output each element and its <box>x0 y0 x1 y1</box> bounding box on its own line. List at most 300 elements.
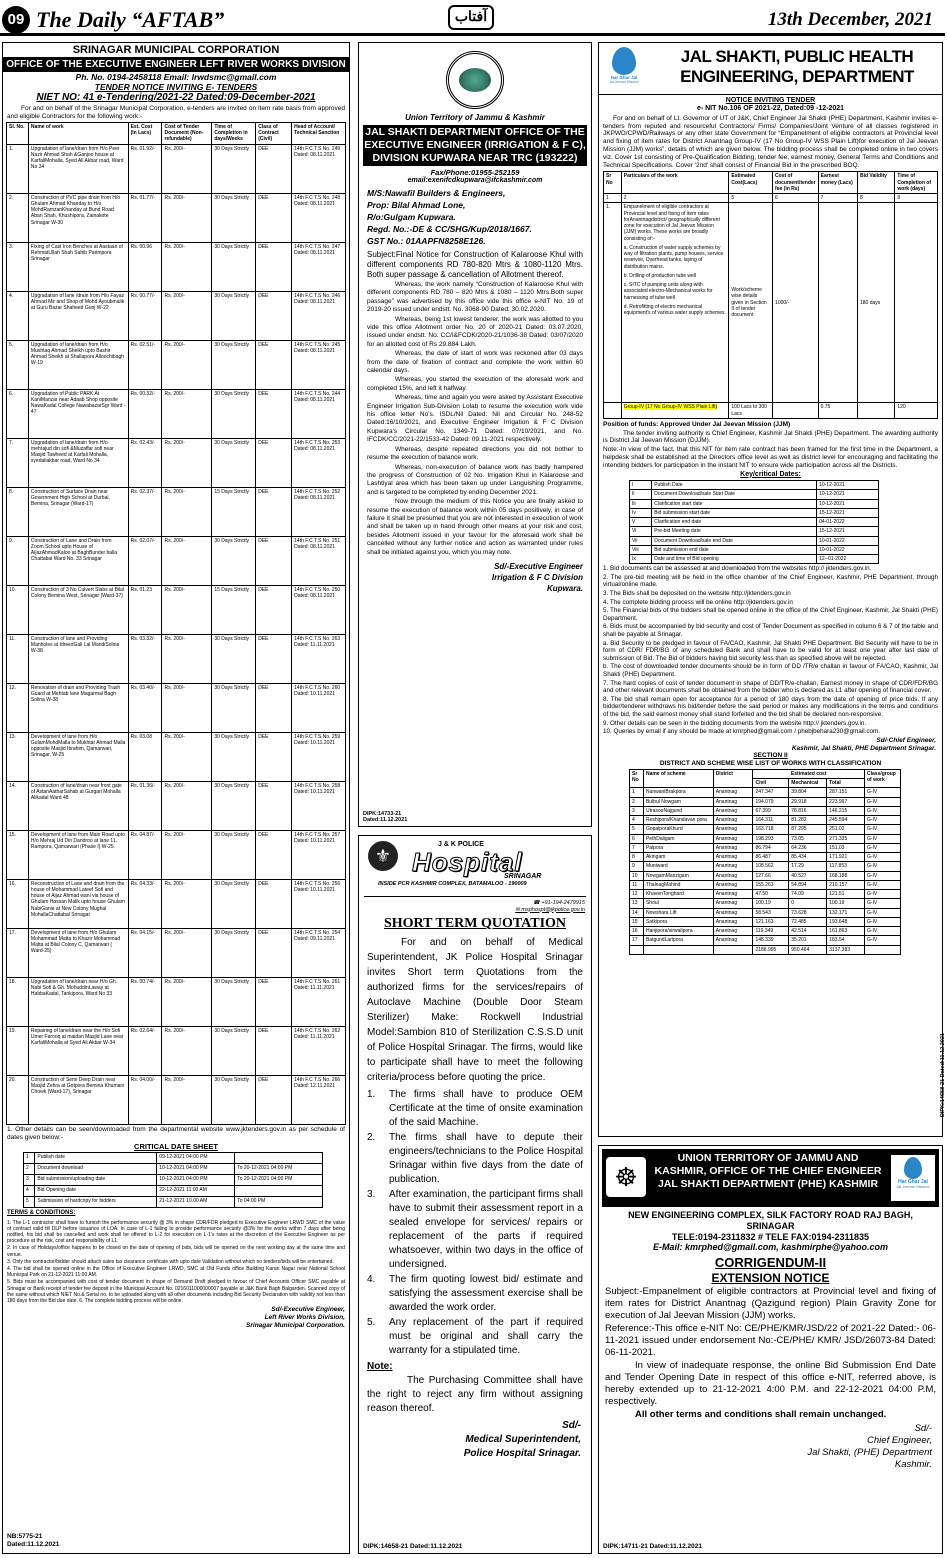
row-number: 1. <box>604 203 622 403</box>
addressee-line: Prop: Bilal Ahmad Lone, <box>367 199 466 210</box>
table-cell: 14th F.C T.S No. 266 Dated: 12.11.2021 <box>292 1075 346 1124</box>
table-cell: Rs. 200/- <box>162 879 212 928</box>
table-cell: 14th F.C T.S No. 245 Dated: 08.11.2021 <box>292 340 346 389</box>
table-cell: 14th F.C T.S No. 259 Dated: 10.11.2021 <box>292 732 346 781</box>
table-cell: DEE <box>256 536 292 585</box>
term-item: 1. The L-1 contractor shall have to furnish the performance security @ 3% in shape CDR/FDR pledged to Executive Engineer LRWD SMC of the value of contract valid till DLP before issuance of LOA. In case of L-1 failing to provide performance security @3% for the works within 7 days after being notified, his bid shall be cancelled and work shall be offered to L-2 for execution on L-1's rates at the discretion of the Executive Engineer as per procedure at the risk, cost and responsibility of L1. <box>7 1219 345 1245</box>
har-ghar-jal-logo <box>891 1155 935 1201</box>
table-row <box>630 834 901 843</box>
jal-shakti-kupwara-notice <box>358 42 592 827</box>
table-cell: 193.648 <box>827 917 865 926</box>
table-cell: Rs. 04.87/- <box>128 830 162 879</box>
body-paragraph: Whereas, the work namely “Construction of Kalaroose Khul with different components RD 780 – 820 Mtrs & 1080 – 1120 Mtrs.Both super passage” was advertised by this office vide this office e-NIT No. 19 of 2019-20 issued under endstt. No. 3068-90 Dated: 30.02.2020. <box>367 280 583 314</box>
body-paragraph: Whereas, despite repeated directions you did not bother to resume the execution of balance work. <box>367 445 583 462</box>
table-row <box>7 1075 346 1124</box>
clause-item: 4. The complete bidding process will be online http://jktenders.gov.in <box>603 598 793 606</box>
col-header: Total <box>827 779 865 788</box>
table-cell: DEE <box>256 928 292 977</box>
table-cell: 10-12-2021 04:00 PM <box>157 1164 235 1175</box>
table-cell: 10-12-2021 <box>817 499 879 508</box>
table-cell: 155.263 <box>753 880 789 889</box>
col-number: 8 <box>857 194 894 203</box>
clause-item: 8. The bid shall remain open for acceptance for a period of 180 days from the date of opening of price bids. If any bidder/tenderer withdraws his bid/tender before the said period or makes any modifications in the terms and conditions of the bid, the said earnest money shall stand forfeited and the bid shall be declared non-responsive. <box>603 695 938 718</box>
group-cost: 100 Lacs to 300 Lacs <box>729 403 773 419</box>
table-cell: G-IV <box>864 843 900 852</box>
corr-address: NEW ENGINEERING COMPLEX, SILK FACTORY ROAD RAJ BAGH, <box>628 1210 913 1220</box>
hospital-email: ✉ msphospt@jkpolice.gov.in <box>515 906 585 913</box>
logo-subtext: Jal Jeevan Mission <box>609 80 639 85</box>
table-cell: 86.487 <box>753 853 789 862</box>
table-cell: 223.997 <box>827 797 865 806</box>
table-cell: 19. <box>7 1026 29 1075</box>
table-cell: Rs. 200/- <box>162 830 212 879</box>
table-cell: 14th F.C T.S No. 256 Dated: 10.11.2021 <box>292 879 346 928</box>
table-cell: 10-12-2021 <box>817 481 879 490</box>
table-row <box>7 732 346 781</box>
table-cell: Anantnag <box>713 908 753 917</box>
corr-ref: DIPK:14711-21 Dated:11.12.2021 <box>603 1543 703 1551</box>
table-row <box>630 862 901 871</box>
table-cell: 5. <box>7 340 29 389</box>
sign-line: Sd/-Chief Engineer, <box>876 736 936 744</box>
table-cell: 67.399 <box>753 806 789 815</box>
table-cell: 15-12-2021 <box>817 527 879 536</box>
smc-title: SRINAGAR MUNICIPAL CORPORATION <box>3 43 349 58</box>
table-cell: Rs. 200/- <box>162 928 212 977</box>
table-cell: Rs. 02.07/- <box>128 536 162 585</box>
table-cell: 127.66 <box>753 871 789 880</box>
table-cell: Anantnag <box>713 853 753 862</box>
table-cell: 14th F.C T.S No. 261 Dated: 11.11.2021 <box>292 977 346 1026</box>
table-cell: Repairing of lane/drain near the H/o Sofi Umer Farooq at maidan Masjid Lane near KarfaliMohalla at Syed Ali Akbar W-34 <box>28 1026 128 1075</box>
corr-reference: Reference:-This office e-NIT No: CE/PHE/KMR/JSD/22 of 2021-22 Dated:- 06-11-2021 issued under endorsement No:-CE/PHE/ KMR/ JSD/26073-84 Dated: 06-11-2021. <box>605 1323 936 1359</box>
jsd-email: email:exenifcdkupwara@ifckashmir.com <box>407 176 543 184</box>
phe-side-ref: DIPK:14658-21 Dated:11.12.2021 <box>940 1033 946 1118</box>
table-row <box>24 1175 323 1186</box>
item-text: The firm quoting lowest bid/ estimate and satisfying the assessment exercise shall be awarded the work order. <box>389 1274 583 1314</box>
table-row <box>630 527 879 536</box>
table-cell: Palpora <box>643 843 713 852</box>
table-cell: 30 Days Strictly <box>212 732 256 781</box>
table-cell <box>643 945 713 954</box>
table-cell: Rs. 200/- <box>162 487 212 536</box>
empty-cell <box>773 403 819 419</box>
criteria-item <box>367 1088 583 1130</box>
table-cell: 168.188 <box>827 871 865 880</box>
table-cell: Iv <box>630 508 652 517</box>
section-label: SECTION II <box>753 752 788 760</box>
table-cell: DEE <box>256 144 292 193</box>
har-ghar-jal-logo <box>603 47 645 85</box>
sign-line: Medical Superintendent, <box>465 1434 581 1446</box>
table-row <box>7 193 346 242</box>
table-cell: Bid submission/uploading date <box>35 1175 157 1186</box>
item-number: 5. <box>367 1317 376 1329</box>
table-cell: 30 Days Strictly <box>212 340 256 389</box>
col-number: 5 <box>729 194 773 203</box>
table-cell: 17.29 <box>789 862 827 871</box>
work-subitem: a. Construction of water supply schemes by way of filtration plants, pump houses, service reservoir, Overhead tanks, laying of distribution mains. <box>623 244 724 270</box>
water-drop-icon <box>904 1157 922 1179</box>
table-cell: 14th F.C T.S No. 260 Dated: 10.11.2021 <box>292 683 346 732</box>
jsd-subject: Subject:Final Notice for Construction of Kalaroose Khul with different components RD 780-820 Mtrs & 1080-1120 Mtrs. Both super passage & cancellation of Allotment thereof. <box>367 249 583 279</box>
clause-item: 10. Queries by email if any should be made at kmrphed@gmail.com / phebjbehara230@gmail.com. <box>603 728 881 736</box>
smc-niet: NIET NO: 41 e-Tendering/2021-22 Dated:09-December-2021 <box>36 92 316 104</box>
table-cell: Anantnag <box>713 825 753 834</box>
table-row <box>630 816 901 825</box>
work-subitem: d. Retrofitting of electro mechanical equipment's of various water supply schemes. <box>623 303 726 317</box>
table-cell: Construction of PVC pipe drain from H/o Ghulam Ahmad Khanday to H/o MohdRamzanKhanday at Bund Road Aban Shah, Khushipora, Zainakote Srinagar W-30 <box>28 193 128 242</box>
table-cell: Submission of hardcopy for bidders <box>35 1197 157 1208</box>
state-emblem-icon: ☸ <box>606 1157 646 1197</box>
table-row <box>630 797 901 806</box>
table-cell: 245.594 <box>827 816 865 825</box>
ref-line: Dated:11.12.2021 <box>363 817 408 824</box>
table-cell: Upgradation of lane/drain from H/o Peer Nazir Ahmad Shah &Ganjoo house at KarfaliMohalla, Syed Ali Akbar road, Ward No 34 <box>28 144 128 193</box>
jsd-addressee <box>359 185 591 249</box>
nit-title: NOTICE INVITING TENDER <box>725 97 816 104</box>
table-cell: Rs. 02.37/- <box>128 487 162 536</box>
table-cell: 18. <box>7 977 29 1026</box>
table-cell: 2186.995 <box>753 945 789 954</box>
extension-title: EXTENSION NOTICE <box>711 1270 830 1285</box>
group-name <box>621 403 729 419</box>
sign-line: Jal Shakti, (PHE) Department <box>807 1447 932 1459</box>
table-cell: Upgradation of lane/drain from H/o Mushtaq Ahmad Sheikh upto Bashir Ahmad Sheikh at Shallapora Alloochibagh W-19 <box>28 340 128 389</box>
table-cell: 146.215 <box>827 806 865 815</box>
table-cell: ThalnagMahind <box>643 880 713 889</box>
table-cell: Rs. 200/- <box>162 683 212 732</box>
table-cell: Rs. 02.43/- <box>128 438 162 487</box>
smc-tender-notice <box>2 42 350 1554</box>
table-cell: 30 Days Strictly <box>212 634 256 683</box>
nit-clauses <box>599 565 942 735</box>
table-cell: Reconstruction of Lane and drain from the house of Mohammad Lateef Sofi and house of Aijaz Ahmad wani via house of Ghulam Hassan Malik upto house Ghulam NabiGanie at New Colony Mughal MohallaChattabal Srinagar <box>28 879 128 928</box>
table-cell: Rs. 00.77/- <box>128 291 162 340</box>
quotation-title: SHORT TERM QUOTATION <box>383 916 567 932</box>
table-cell: 15 <box>630 917 644 926</box>
table-cell: DEE <box>256 634 292 683</box>
table-row <box>630 908 901 917</box>
table-row <box>630 555 879 564</box>
corr-subject: Subject:-Empanelment of eligible contractors at Provincial level and fixing of item rates for District Anantnag (Qazigund region) Plain Gravity Zone for execution of Jal Jeevan Mission (JJM) works. <box>605 1286 936 1322</box>
note-label: Note: <box>367 1361 393 1373</box>
table-cell: 73.628 <box>789 908 827 917</box>
ref-line: DIPK:14733-21 <box>363 810 402 817</box>
table-cell: 30 Days Strictly <box>212 389 256 438</box>
table-cell: 35.201 <box>789 936 827 945</box>
body-paragraph: Whereas, the date of start of work was reckoned after 03 days from the date of fixation of contract and complete the work within 60 calendar days. <box>367 350 583 375</box>
table-cell: Rs. 03.32/- <box>128 634 162 683</box>
table-cell <box>235 1153 323 1164</box>
body-paragraph: Whereas, being 1st lowest tenderer, the work was allotted to you vide this office Allotment order No. 20 of 2020-21 Dated: 03.07.2020, issued under endstt. No. CC/I&FCDK/2020-21/1036-38 Dated: 03/07/2020 for an allotted cost of Rs 29.884 Lakh. <box>367 315 583 348</box>
terms-list <box>3 1220 349 1305</box>
table-cell: 81.282 <box>789 816 827 825</box>
smc-ref <box>7 1533 59 1549</box>
item-text: The firms shall have to depute their engineers/technicians to the Police Hospital Srinagar within five days from the date of publication. <box>389 1132 583 1186</box>
table-cell: G-IV <box>864 936 900 945</box>
table-cell: BatgundLaripora <box>643 936 713 945</box>
scheme-table <box>629 769 901 955</box>
table-cell: Construction of Surface Drain near Government High School at Durbal, Bemina, Srinagar (Ward-17) <box>28 487 128 536</box>
table-cell: Anantnag <box>713 871 753 880</box>
table-cell: Fixing of Cast Iron Benches at Aastaan of RehmatUllah Shah Sahib Parimpora Srinagar <box>28 242 128 291</box>
addressee-line: M/S:Nawafil Builders & Engineers, <box>367 187 506 198</box>
criteria-item <box>367 1188 583 1272</box>
table-cell: Clarification end date <box>652 518 817 527</box>
table-cell: Rs. 04.33/- <box>128 879 162 928</box>
table-cell: Upgradation of lane/drain near H/o Gh. Nabi Sofi & Gh. MohuddinLaway at HabbaKadal, Tankipora, Ward No 33 <box>28 977 128 1026</box>
clause-item: b. The cost of downloaded tender documents should be in form of DD /TR/e challan in favour of FA/CAO, Kashmir, Jal Shakti (PHE) Department. <box>603 663 938 678</box>
table-cell: Rs. 200/- <box>162 291 212 340</box>
table-row <box>7 340 346 389</box>
table-cell: 287.151 <box>827 788 865 797</box>
table-cell: 54.894 <box>789 880 827 889</box>
note-text: The Purchasing Committee shall have the right to reject any firm without assigning reason thereof. <box>367 1375 583 1415</box>
table-cell: 14th F.C T.S No. 252 Dated: 08.11.2021 <box>292 487 346 536</box>
table-cell: 14th F.C T.S No. 263 Dated: 11.11.2021 <box>292 634 346 683</box>
table-cell: 148.339 <box>753 936 789 945</box>
table-cell: 40.527 <box>789 871 827 880</box>
table-cell: Rs. 01.36/- <box>128 781 162 830</box>
table-cell: 30 Days Strictly <box>212 242 256 291</box>
terms-title: TERMS & CONDITIONS: <box>7 1210 76 1217</box>
table-cell: DEE <box>256 291 292 340</box>
table-cell: NunwaniBrakpora <box>643 788 713 797</box>
table-cell: 100.19 <box>827 899 865 908</box>
table-row <box>630 890 901 899</box>
col-header: Earnest money (Lacs) <box>818 172 857 194</box>
table-cell: 30 Days Strictly <box>212 683 256 732</box>
sign-line: Sd/- <box>914 1423 932 1435</box>
authority-text: The tender inviting authority is Chief Engineer, Kashmir Jal Shakti (PHE) Department. The awarding authority is District Jal Jeevan Mission (DJJM). <box>603 429 938 445</box>
table-cell: 30 Days Strictly <box>212 536 256 585</box>
table-cell: 42.514 <box>789 927 827 936</box>
table-cell: DEE <box>256 585 292 634</box>
table-cell: 210.157 <box>827 880 865 889</box>
table-cell: Rs. 03.40/- <box>128 683 162 732</box>
group-highlight: Group-IV (17 No Group-IV WSS Plain Lift) <box>623 404 718 411</box>
col-header: Class/group of work <box>864 769 900 788</box>
table-cell: 247.347 <box>753 788 789 797</box>
hospital-signature <box>359 1417 591 1461</box>
col-header: Mechanical <box>789 779 827 788</box>
term-item: 4. The bid shall be opened online in the Office of Executive Engineer LRWD, SMC at Old Funds office Building Karan Nagar near National School Municipal Park on 21-12-2021 11:00 AM. <box>7 1265 345 1279</box>
corrigendum-title: CORRIGENDUM-II <box>714 1255 827 1271</box>
table-cell: 15-12-2021 <box>817 508 879 517</box>
table-cell: Vii <box>630 536 652 545</box>
table-cell: G-IV <box>864 862 900 871</box>
table-cell: 950.464 <box>789 945 827 954</box>
brand-top: J & K POLICE <box>438 841 484 848</box>
table-cell: 8 <box>630 853 644 862</box>
newspaper-name: The Daily “AFTAB” <box>36 7 225 32</box>
table-cell: Anantnag <box>713 927 753 936</box>
col-number: 7 <box>818 194 857 203</box>
table-cell: 14th F.C T.S No. 246 Dated: 08.11.2021 <box>292 291 346 340</box>
table-cell: 11 <box>630 880 644 889</box>
table-cell: Bid submission end date <box>652 545 817 554</box>
newspaper-logo: آفتاب <box>448 5 494 30</box>
item-number: 3. <box>367 1189 376 1201</box>
col-number: 6 <box>773 194 819 203</box>
col-header: Civil <box>753 779 789 788</box>
body-paragraph: Whereas, non-execution of balance work has badly hampered the progress of Construction of 02 No. Irrigation Khul in Kalaroose and Lashtiyal area which has been taken up under Languishing Programme, and is targeted to be completed by ending December 2021. <box>367 463 583 496</box>
table-cell: 251.02 <box>827 825 865 834</box>
table-cell: 164.311 <box>753 816 789 825</box>
jsd-fax: Fax/Phone:01955-252159 <box>430 167 520 177</box>
term-item: 5. Bids must be accompanied with cost of tender document in shape of Demand Draft pledged in favour of Chief Accounts Officer SMC payable at Srinagar or Bank receipt of tender fee deposit in the Municipal Account No. 0216011000000007 payable at J&K Bank Bagh Balgarden. Scanned copy of the same without which NIET No.& Serial no. to be uploaded along with all other documents including Bid Security Declaration with validity not less than 180 days from the Bid due date. 6. The complete bidding process will be online. <box>7 1279 345 1304</box>
clause-item: 6. Bids must be accompanied by bid security and cost of Tender Document as specified in column 6 & 7 of the table and shall be payable at Srinagar. <box>603 623 938 639</box>
table-cell: 3 <box>24 1175 35 1186</box>
sign-line: Kupwara. <box>546 583 583 593</box>
table-cell: 14th F.C T.S No. 250 Dated: 08.11.2021 <box>292 585 346 634</box>
table-cell: 13. <box>7 732 29 781</box>
col-header: Class of Contract (Civil) <box>256 122 292 144</box>
table-row <box>7 830 346 879</box>
addressee-line: Regd. No.:-DE & CC/SHG/Kup/2018/1667. <box>367 223 532 234</box>
table-cell: G-IV <box>864 816 900 825</box>
table-cell: 04-01-2022 <box>817 518 879 527</box>
table-cell: 21-12-2021 10.00 AM <box>157 1197 235 1208</box>
table-cell: NowgamManzigam <box>643 871 713 880</box>
work-subitems <box>624 245 727 317</box>
table-row <box>7 487 346 536</box>
department-emblem-icon <box>446 51 504 109</box>
table-cell: G-IV <box>864 853 900 862</box>
table-cell: 10-12-2021 04:00 PM <box>157 1175 235 1186</box>
table-cell: 1. <box>7 144 29 193</box>
table-cell: Rs. 200/- <box>162 144 212 193</box>
sign-line: Police Hospital Srinagar. <box>463 1448 581 1460</box>
work-text: Empanelment of eligible contractors at Provincial level and fixing of item rates forAnantnagdistrict/ geographically different zone for execution of Jal Jeevan Mission (JJM) works. These works are broadly consisting of:- <box>623 204 720 242</box>
corr-unchanged: All other terms and conditions shall remain unchanged. <box>635 1409 887 1421</box>
table-cell: Upgradation of Public PARK At KaniManzar near Adaab Shop opposite NawaKadal College NawabazarSgr Ward - 47 <box>28 389 128 438</box>
col-header: Est. Cost (In Lacs) <box>128 122 162 144</box>
table-cell: 14. <box>7 781 29 830</box>
table-row <box>24 1153 323 1164</box>
empty-cell <box>604 403 622 419</box>
page-number: 09 <box>2 6 30 34</box>
criteria-item <box>367 1273 583 1315</box>
smc-subtitle: TENDER NOTICE INVITING E- TENDERS <box>94 82 258 93</box>
table-cell: DEE <box>256 340 292 389</box>
table-cell: Ix <box>630 555 652 564</box>
body-paragraph: Whereas, you started the execution of the aforesaid work and completed 15%, and left it halfway. <box>367 376 583 392</box>
sign-line: Kashmir, Jal Shakti, PHE Department Srinagar. <box>791 744 936 752</box>
table-cell: Anantnag <box>713 788 753 797</box>
table-cell <box>713 945 753 954</box>
item-number: 2. <box>367 1132 376 1144</box>
table-cell: 271.335 <box>827 834 865 843</box>
table-cell: Rs. 200/- <box>162 977 212 1026</box>
col-header: Time of Completion of work (days) <box>895 172 938 194</box>
smc-signature <box>3 1306 349 1329</box>
corr-email: E-Mail: kmrphed@gmail.com, kashmirphe@yahoo.com <box>652 1242 889 1253</box>
table-cell: DEE <box>256 1026 292 1075</box>
table-cell: 10-01-2022 <box>817 536 879 545</box>
table-cell: Rs. 200/- <box>162 1026 212 1075</box>
col-header: Estimated cost <box>753 769 865 778</box>
table-cell: G-IV <box>864 834 900 843</box>
table-cell: Anantnag <box>713 899 753 908</box>
tender-fee: 1000/- <box>773 203 819 403</box>
sign-line: Sd/- <box>562 1420 581 1432</box>
table-cell: Reshipora/Khandavan pora <box>643 816 713 825</box>
col-header: Estimated Cost(Lacs) <box>729 172 773 194</box>
table-row <box>630 843 901 852</box>
table-cell: Hanjipora/sirwalipora <box>643 927 713 936</box>
table-row <box>630 917 901 926</box>
table-cell: 151.03 <box>827 843 865 852</box>
work-subitem: c. SITC of pumping units along-with associated electro-Mechanical works for harnessing of tube well <box>623 282 713 301</box>
table-cell: Rs. 200/- <box>162 732 212 781</box>
table-row <box>24 1197 323 1208</box>
table-cell: G-IV <box>864 908 900 917</box>
table-cell: 6. <box>7 389 29 438</box>
table-cell: G-IV <box>864 890 900 899</box>
table-cell: 3137.383 <box>827 945 865 954</box>
table-cell: DEE <box>256 193 292 242</box>
masthead <box>0 0 945 36</box>
table-cell: 108.562 <box>753 862 789 871</box>
table-cell: 74.09 <box>789 890 827 899</box>
table-cell: 30 Days Strictly <box>212 781 256 830</box>
table-cell: 13 <box>630 899 644 908</box>
table-cell: 14th F.C T.S No. 244 Dated: 08.11.2021 <box>292 389 346 438</box>
table-cell: Pre-bid Meeting date <box>652 527 817 536</box>
table-row <box>7 683 346 732</box>
table-row <box>630 871 901 880</box>
clause-item: 1. Bid documents can be assessed at and downloaded from the websites http:// jktenders.gov.in. <box>603 565 872 573</box>
table-cell: Anantnag <box>713 880 753 889</box>
brand-name: Hospital <box>412 847 523 877</box>
table-cell: 198.293 <box>753 834 789 843</box>
work-scheme-note: Work/scheme wise details given in Section II of tender document <box>729 203 773 403</box>
table-cell: 30 Days Strictly <box>212 291 256 340</box>
table-cell <box>864 945 900 954</box>
col-header: Name of scheme <box>643 769 713 788</box>
table-cell: Document Download/sale end Date <box>652 536 817 545</box>
table-cell: 9. <box>7 536 29 585</box>
sign-line: Sd/-Executive Engineer <box>494 561 583 571</box>
table-cell: 161.863 <box>827 927 865 936</box>
item-text: After examination, the participant firms shall have to submit their assessment report in a sealed envelope for services/ repairs or replacement of the parts if required whatsoever, within two days in the office of undersigned. <box>389 1189 583 1271</box>
table-cell: 194.079 <box>753 797 789 806</box>
jsd-signature <box>359 558 591 594</box>
jsd-body <box>359 281 591 557</box>
table-cell: G-IV <box>864 917 900 926</box>
table-cell: DEE <box>256 389 292 438</box>
table-cell: DEE <box>256 438 292 487</box>
table-cell: Anantnag <box>713 862 753 871</box>
table-cell: PethDaligam <box>643 834 713 843</box>
table-cell: Bulbul Nowgam <box>643 797 713 806</box>
table-cell: Construction of 3 No Culvert Slabs at Bilal Colony Bemina West, Srinagar (Ward-37) <box>28 585 128 634</box>
table-cell: Rs. 200/- <box>162 242 212 291</box>
sign-line: Srinagar Municipal Corporation. <box>246 1321 345 1329</box>
table-row <box>630 825 901 834</box>
table-cell: Rs. 200/- <box>162 585 212 634</box>
table-cell: 20. <box>7 1075 29 1124</box>
table-cell: 2 <box>24 1164 35 1175</box>
clause-item: 3. The Bids shall be deposited on the website http://jktenders.gov.in <box>603 590 791 598</box>
table-cell: 10-12-2021 <box>817 490 879 499</box>
table-cell: Bid Opening date <box>35 1186 157 1197</box>
table-cell: Renovation of drain and Providing Trash Guard at Mehtab lane Magarmal Bagh Solina W-38 <box>28 683 128 732</box>
table-cell: 78.816 <box>789 806 827 815</box>
table-cell: 132.171 <box>827 908 865 917</box>
